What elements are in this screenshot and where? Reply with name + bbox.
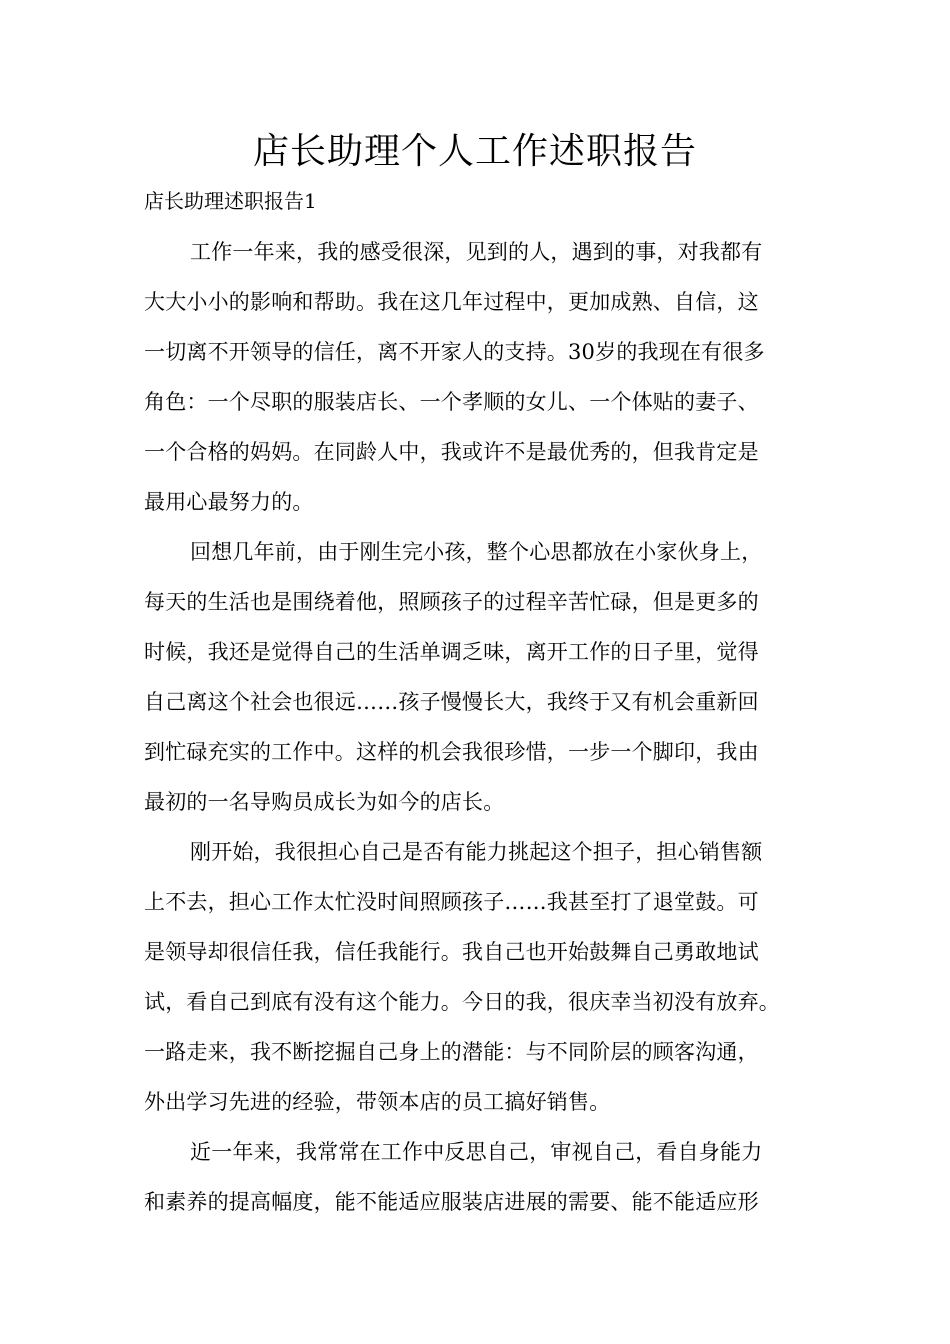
text-line: 工作一年来，我的感受很深，见到的人，遇到的事，对我都有	[190, 240, 763, 264]
text-line: 近一年来，我常常在工作中反思自己，审视自己，看自身能力	[190, 1140, 763, 1164]
text-line: 外出学习先进的经验，带领本店的员工搞好销售。	[144, 1090, 611, 1114]
text-line: 到忙碌充实的工作中。这样的机会我很珍惜，一步一个脚印，我由	[144, 740, 759, 764]
text-line: 自己离这个社会也很远……孩子慢慢长大，我终于又有机会重新回	[144, 690, 759, 714]
text-line: 角色：一个尽职的服装店长、一个孝顺的女儿、一个体贴的妻子、	[144, 390, 759, 414]
document-subtitle: 店长助理述职报告1	[144, 189, 317, 213]
text-line: 回想几年前，由于刚生完小孩，整个心思都放在小家伙身上，	[190, 540, 763, 564]
text-line: 最初的一名导购员成长为如今的店长。	[144, 790, 505, 814]
text-line: 刚开始，我很担心自己是否有能力挑起这个担子，担心销售额	[190, 840, 763, 864]
text-line: 大大小小的影响和帮助。我在这几年过程中，更加成熟、自信，这	[144, 290, 759, 314]
document-title: 店长助理个人工作述职报告	[252, 131, 697, 172]
text-line: 每天的生活也是围绕着他，照顾孩子的过程辛苦忙碌，但是更多的	[144, 590, 759, 614]
text-line: 和素养的提高幅度，能不能适应服装店进展的需要、能不能适应形	[144, 1190, 759, 1214]
text-line: 一切离不开领导的信任，离不开家人的支持。30岁的我现在有很多	[144, 340, 765, 364]
document-body	[144, 232, 806, 1232]
text-line: 试，看自己到底有没有这个能力。今日的我，很庆幸当初没有放弃。	[144, 990, 780, 1014]
text-line: 上不去，担心工作太忙没时间照顾孩子……我甚至打了退堂鼓。可	[144, 890, 759, 914]
text-line: 一个合格的妈妈。在同龄人中，我或许不是最优秀的，但我肯定是	[144, 440, 759, 464]
text-line: 是领导却很信任我，信任我能行。我自己也开始鼓舞自己勇敢地试	[144, 940, 759, 964]
text-line: 最用心最努力的。	[144, 490, 314, 514]
text-line: 时候，我还是觉得自己的生活单调乏味，离开工作的日子里，觉得	[144, 640, 759, 664]
text-line: 一路走来，我不断挖掘自己身上的潜能：与不同阶层的顾客沟通，	[144, 1040, 759, 1064]
